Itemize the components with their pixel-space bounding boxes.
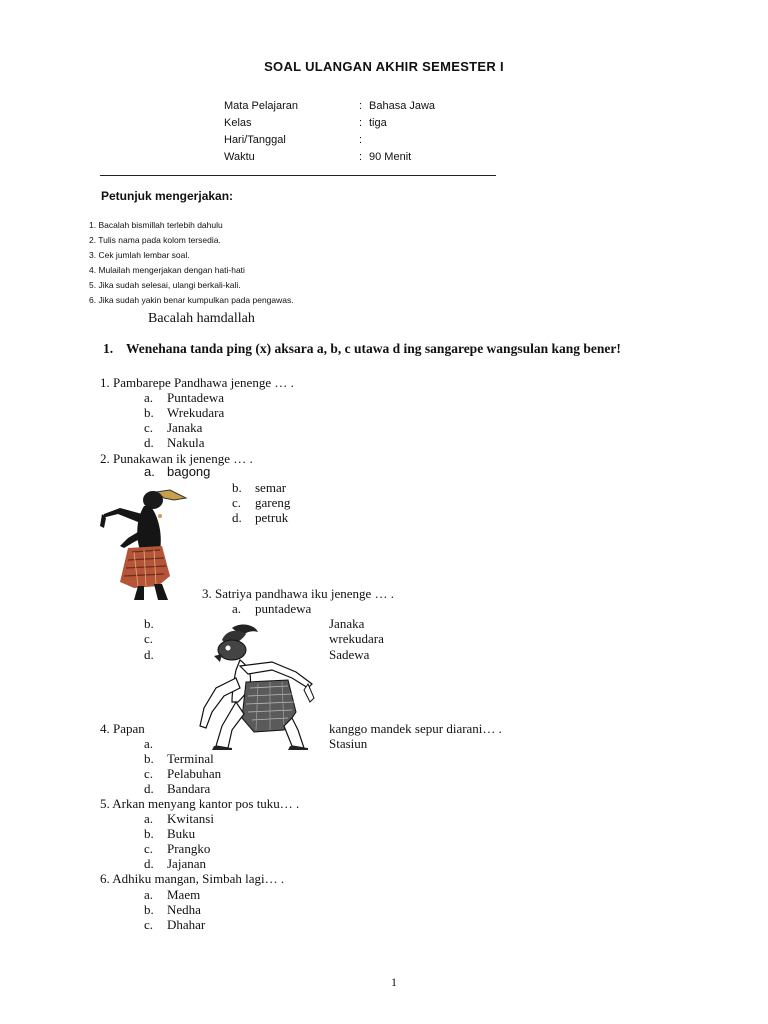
option-letter: b. [144,405,154,420]
instruction-item: 4. Mulailah mengerjakan dengan hati-hati [89,265,245,275]
instruction-item: 2. Tulis nama pada kolom tersedia. [89,235,221,245]
info-value: Bahasa Jawa [369,100,436,112]
option-text: Janaka [329,616,365,631]
option-letter: d. [232,510,242,525]
option-text: Stasiun [329,736,368,751]
question-text: 1. Pambarepe Pandhawa jenenge … . [100,375,294,390]
option-letter: a. [144,811,154,826]
option-text: semar [255,480,287,495]
option-text: Janaka [167,420,203,435]
option-text: Buku [167,826,196,841]
option-text: Sadewa [329,647,370,662]
question-text: 5. Arkan menyang kantor pos tuku… . [100,796,300,811]
option-letter: c. [144,917,154,932]
option-text: Prangko [167,841,211,856]
wayang-satriya-image [192,622,320,752]
info-sep: : [359,117,363,129]
document-title: SOAL ULANGAN AKHIR SEMESTER I [264,59,504,74]
option-text: gareng [255,495,291,510]
section-instruction: Wenehana tanda ping (x) aksara a, b, c utawa d ing sangarepe wangsulan kang bener! [126,341,621,356]
option-letter: d. [144,856,154,871]
option-letter: b. [144,751,154,766]
question-text-start: 4. Papan [100,721,145,736]
info-label: Mata Pelajaran [224,100,298,112]
option-text: Nedha [167,902,201,917]
wayang-punakawan-image [98,486,190,602]
divider-line [100,175,496,176]
option-text: Kwitansi [167,811,214,826]
question-text: 2. Punakawan ik jenenge … . [100,451,253,466]
question-text-end: kanggo mandek sepur diarani… . [329,721,502,736]
option-letter: c. [144,420,154,435]
info-label: Waktu [224,151,255,163]
option-text: Jajanan [167,856,206,871]
option-letter: c. [232,495,242,510]
info-sep: : [359,151,363,163]
option-text: Puntadewa [167,390,225,405]
option-letter: c. [144,631,154,646]
info-value: 90 Menit [369,151,412,163]
instruction-item: 6. Jika sudah yakin benar kumpulkan pada pengawas. [89,295,294,305]
option-letter: a. [144,736,154,751]
option-letter: a. [144,390,154,405]
instruction-item: 3. Cek jumlah lembar soal. [89,250,190,260]
option-letter: a. [232,601,242,616]
option-text: bagong [167,464,211,479]
option-text: Pelabuhan [167,766,222,781]
option-letter: d. [144,435,154,450]
option-letter: d. [144,781,154,796]
option-text: wrekudara [329,631,384,646]
option-letter: b. [144,826,154,841]
option-letter: c. [144,766,154,781]
option-letter: a. [144,464,155,479]
section-number: 1. [103,341,114,356]
info-label: Kelas [224,117,252,129]
question-text: 3. Satriya pandhawa iku jenenge … . [202,586,395,601]
instruction-item: 5. Jika sudah selesai, ulangi berkali-kali. [89,280,241,290]
info-label: Hari/Tanggal [224,134,286,146]
option-text: puntadewa [255,601,312,616]
option-letter: b. [232,480,242,495]
option-letter: c. [144,841,154,856]
info-value: tiga [369,117,387,129]
instructions-heading: Petunjuk mengerjakan: [101,189,234,203]
hamdallah-note: Bacalah hamdallah [148,311,255,326]
option-text: petruk [255,510,289,525]
option-letter: b. [144,616,154,631]
option-text: Nakula [167,435,205,450]
question-text: 6. Adhiku mangan, Simbah lagi… . [100,871,285,886]
instruction-item: 1. Bacalah bismillah terlebih dahulu [89,220,223,230]
option-text: Wrekudara [167,405,225,420]
option-letter: a. [144,887,154,902]
page-number: 1 [391,975,397,989]
option-text: Terminal [167,751,214,766]
option-text: Bandara [167,781,211,796]
option-text: Dhahar [167,917,206,932]
option-letter: d. [144,647,154,662]
option-text: Maem [167,887,201,902]
info-sep: : [359,100,363,112]
option-letter: b. [144,902,154,917]
info-sep: : [359,134,363,146]
